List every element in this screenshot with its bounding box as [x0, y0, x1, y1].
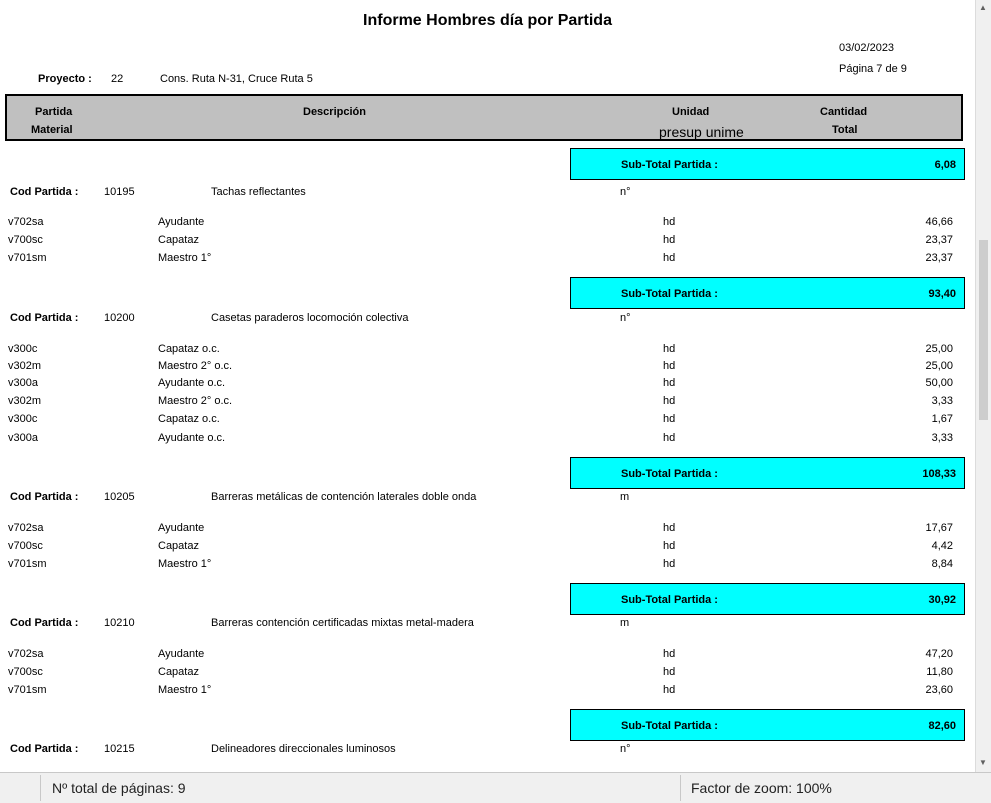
material-row: [0, 343, 975, 357]
material-row: [0, 252, 975, 266]
material-qty: 23,60: [925, 684, 953, 696]
material-qty: 25,00: [925, 360, 953, 372]
scroll-thumb[interactable]: [979, 240, 988, 420]
status-divider: [40, 775, 41, 801]
material-row: [0, 234, 975, 248]
material-desc: Ayudante o.c.: [158, 377, 226, 389]
partida-code: 10195: [104, 186, 135, 198]
subtotal-box: [570, 709, 965, 741]
col-partida: Partida: [35, 106, 73, 118]
cod-partida-label: Cod Partida :: [10, 617, 79, 629]
material-qty: 46,66: [925, 216, 953, 228]
col-presup: presup unime: [659, 124, 744, 140]
material-code: v300c: [8, 413, 38, 425]
partida-code: 10200: [104, 312, 135, 324]
material-desc: Ayudante: [158, 648, 205, 660]
partida-header: [0, 312, 975, 326]
subtotal-value: 108,33: [922, 468, 956, 480]
status-divider: [680, 775, 681, 801]
material-desc: Maestro 1°: [158, 558, 212, 570]
material-row: [0, 395, 975, 409]
cod-partida-label: Cod Partida :: [10, 743, 79, 755]
subtotal-value: 30,92: [928, 594, 956, 606]
subtotal-box: [570, 583, 965, 615]
material-code: v702sa: [8, 216, 44, 228]
material-row: [0, 684, 975, 698]
material-row: [0, 377, 975, 391]
material-row: [0, 360, 975, 374]
partida-unit: m: [620, 491, 630, 503]
material-code: v302m: [8, 395, 42, 407]
partida-unit: m: [620, 617, 630, 629]
material-qty: 3,33: [931, 395, 953, 407]
col-unidad: Unidad: [672, 106, 710, 118]
material-unit: hd: [663, 540, 676, 552]
material-qty: 11,80: [926, 666, 953, 678]
material-desc: Capataz o.c.: [158, 413, 220, 425]
material-unit: hd: [663, 252, 676, 264]
partida-unit: n°: [620, 186, 631, 198]
cod-partida-label: Cod Partida :: [10, 186, 79, 198]
status-bar: [0, 772, 991, 803]
material-qty: 25,00: [925, 343, 953, 355]
material-code: v702sa: [8, 522, 44, 534]
material-unit: hd: [663, 648, 676, 660]
material-unit: hd: [663, 432, 676, 444]
material-qty: 8,84: [931, 558, 953, 570]
vertical-scrollbar[interactable]: [975, 0, 991, 772]
subtotal-value: 82,60: [928, 720, 956, 732]
material-row: [0, 413, 975, 427]
material-unit: hd: [663, 684, 676, 696]
material-code: v700sc: [8, 234, 43, 246]
material-unit: hd: [663, 558, 676, 570]
partida-description: Tachas reflectantes: [211, 186, 306, 198]
material-desc: Capataz: [158, 540, 199, 552]
project-label: Proyecto :: [38, 73, 92, 85]
material-code: v701sm: [8, 558, 47, 570]
partida-header: [0, 186, 975, 200]
material-unit: hd: [663, 666, 676, 678]
partida-description: Barreras metálicas de contención laterales doble onda: [211, 491, 477, 503]
col-total: Total: [832, 124, 858, 136]
partida-unit: n°: [620, 312, 631, 324]
scroll-up-icon[interactable]: ▲: [979, 3, 987, 12]
material-desc: Ayudante: [158, 216, 205, 228]
material-unit: hd: [663, 343, 676, 355]
subtotal-label: Sub-Total Partida :: [621, 159, 718, 171]
project-name: Cons. Ruta N-31, Cruce Ruta 5: [160, 73, 313, 85]
subtotal-box: [570, 277, 965, 309]
column-header-bar: [5, 94, 963, 141]
material-code: v300a: [8, 377, 38, 389]
material-code: v701sm: [8, 252, 47, 264]
partida-description: Barreras contención certificadas mixtas metal-madera: [211, 617, 474, 629]
material-desc: Ayudante o.c.: [158, 432, 226, 444]
material-desc: Maestro 1°: [158, 684, 212, 696]
partida-header: [0, 491, 975, 505]
material-row: [0, 522, 975, 536]
material-qty: 4,42: [931, 540, 953, 552]
col-descripcion: Descripción: [303, 106, 366, 118]
material-code: v700sc: [8, 666, 43, 678]
material-code: v300a: [8, 432, 38, 444]
material-code: v302m: [8, 360, 42, 372]
partida-code: 10210: [104, 617, 135, 629]
partida-description: Delineadores direccionales luminosos: [211, 743, 396, 755]
zoom-status: Factor de zoom: 100%: [691, 780, 832, 796]
material-desc: Capataz: [158, 234, 199, 246]
report-title: Informe Hombres día por Partida: [363, 12, 612, 29]
subtotal-label: Sub-Total Partida :: [621, 594, 718, 606]
material-desc: Capataz: [158, 666, 199, 678]
col-cantidad: Cantidad: [820, 106, 868, 118]
material-code: v300c: [8, 343, 38, 355]
subtotal-label: Sub-Total Partida :: [621, 288, 718, 300]
material-row: [0, 540, 975, 554]
material-qty: 23,37: [925, 252, 953, 264]
material-unit: hd: [663, 395, 676, 407]
project-number: 22: [111, 73, 124, 85]
material-unit: hd: [663, 360, 676, 372]
material-qty: 23,37: [925, 234, 953, 246]
col-material: Material: [31, 124, 73, 136]
material-code: v701sm: [8, 684, 47, 696]
subtotal-value: 93,40: [928, 288, 956, 300]
material-unit: hd: [663, 377, 676, 389]
partida-unit: n°: [620, 743, 631, 755]
total-pages-status: Nº total de páginas: 9: [52, 780, 186, 796]
subtotal-box: [570, 148, 965, 180]
page-indicator: Página 7 de 9: [839, 63, 907, 75]
partida-header: [0, 743, 975, 757]
material-desc: Maestro 2° o.c.: [158, 395, 233, 407]
material-row: [0, 216, 975, 230]
material-desc: Maestro 1°: [158, 252, 212, 264]
subtotal-label: Sub-Total Partida :: [621, 720, 718, 732]
cod-partida-label: Cod Partida :: [10, 312, 79, 324]
material-row: [0, 666, 975, 680]
partida-code: 10215: [104, 743, 135, 755]
material-code: v700sc: [8, 540, 43, 552]
subtotal-label: Sub-Total Partida :: [621, 468, 718, 480]
scroll-down-icon[interactable]: ▼: [979, 758, 987, 767]
material-unit: hd: [663, 522, 676, 534]
cod-partida-label: Cod Partida :: [10, 491, 79, 503]
material-row: [0, 432, 975, 446]
material-unit: hd: [663, 216, 676, 228]
partida-code: 10205: [104, 491, 135, 503]
material-row: [0, 648, 975, 662]
material-qty: 3,33: [931, 432, 953, 444]
report-date: 03/02/2023: [839, 42, 895, 54]
material-row: [0, 558, 975, 572]
partida-header: [0, 617, 975, 631]
material-qty: 1,67: [931, 413, 953, 425]
material-unit: hd: [663, 413, 676, 425]
material-unit: hd: [663, 234, 676, 246]
material-code: v702sa: [8, 648, 44, 660]
material-qty: 50,00: [925, 377, 953, 389]
material-qty: 47,20: [925, 648, 953, 660]
subtotal-box: [570, 457, 965, 489]
material-qty: 17,67: [925, 522, 953, 534]
material-desc: Maestro 2° o.c.: [158, 360, 233, 372]
material-desc: Ayudante: [158, 522, 205, 534]
material-desc: Capataz o.c.: [158, 343, 220, 355]
subtotal-value: 6,08: [934, 159, 956, 171]
partida-description: Casetas paraderos locomoción colectiva: [211, 312, 409, 324]
